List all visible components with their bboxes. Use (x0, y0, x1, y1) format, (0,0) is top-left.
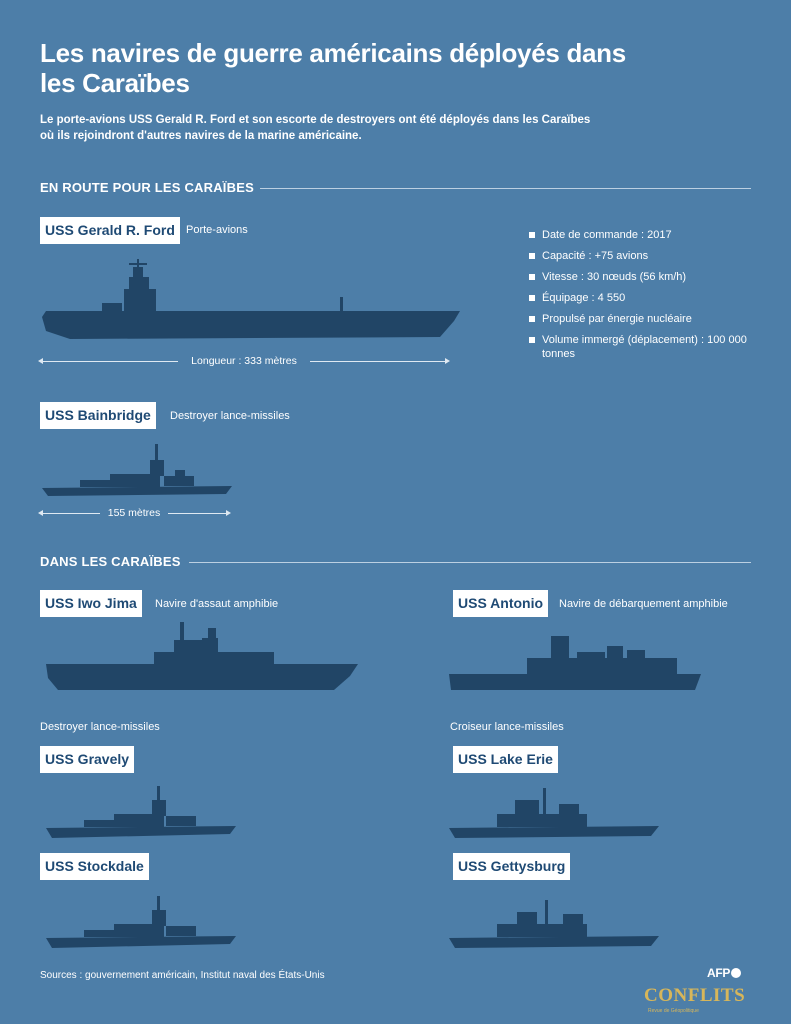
amphibious-transport-silhouette-icon (447, 632, 705, 694)
conflits-tagline: Revue de Géopolitique (648, 1008, 699, 1014)
ship-name-gravely: USS Gravely (40, 746, 134, 773)
group-label-destroyers: Destroyer lance-missiles (40, 721, 160, 733)
measure-arrow-right-icon (226, 510, 231, 516)
afp-logo (707, 966, 741, 980)
ship-type-bainbridge: Destroyer lance-missiles (170, 410, 290, 422)
ship-name-stockdale: USS Stockdale (40, 853, 149, 880)
amphibious-assault-silhouette-icon (44, 618, 364, 694)
ship-name-bainbridge: USS Bainbridge (40, 402, 156, 429)
measure-line (310, 361, 446, 362)
section-divider (260, 188, 751, 189)
conflits-logo: CONFLITS (644, 985, 746, 1006)
ship-name-lake-erie: USS Lake Erie (453, 746, 558, 773)
spec-item: Capacité : +75 avions (529, 249, 759, 263)
ship-type-iwo-jima: Navire d'assaut amphibie (155, 598, 279, 610)
destroyer-silhouette-icon (40, 440, 235, 500)
measure-arrow-right-icon (445, 358, 450, 364)
page-subtitle: Le porte-avions USS Gerald R. Ford et son escorte de destroyers ont été déployés dans les Caraïbes où ils rejoindront d'autres navires de la marine américaine. (40, 114, 591, 142)
destroyer-silhouette-icon (44, 894, 239, 952)
measure-line (168, 513, 226, 514)
ship-name-antonio: USS Antonio (453, 590, 548, 617)
sources-note: Sources : gouvernement américain, Institut naval des États-Unis (40, 970, 325, 981)
section-divider (189, 562, 751, 563)
destroyer-silhouette-icon (44, 784, 239, 842)
cruiser-silhouette-icon (447, 784, 662, 842)
spec-item: Vitesse : 30 nœuds (56 km/h) (529, 270, 759, 284)
cruiser-silhouette-icon (447, 894, 662, 952)
ship-name-gettysburg: USS Gettysburg (453, 853, 570, 880)
length-label-bainbridge: 155 mètres (107, 507, 161, 519)
measure-line (42, 513, 100, 514)
length-label-gerald-ford: Longueur : 333 mètres (191, 355, 297, 367)
ship-type-antonio: Navire de débarquement amphibie (559, 598, 728, 610)
ship-type-gerald-ford: Porte-avions (186, 224, 248, 236)
afp-logo-text: AFP (707, 966, 731, 980)
section-heading-caribbean: DANS LES CARAÏBES (40, 554, 181, 569)
ford-specs-list (529, 228, 759, 368)
spec-item: Équipage : 4 550 (529, 291, 759, 305)
page-title: Les navires de guerre américains déployés dans les Caraïbes (40, 38, 626, 98)
afp-logo-dot-icon (731, 968, 741, 978)
section-heading-en-route: EN ROUTE POUR LES CARAÏBES (40, 180, 254, 195)
ship-name-iwo-jima: USS Iwo Jima (40, 590, 142, 617)
carrier-silhouette-icon (40, 255, 465, 345)
measure-line (42, 361, 178, 362)
spec-item: Volume immergé (déplacement) : 100 000 tonnes (529, 333, 759, 361)
group-label-cruisers: Croiseur lance-missiles (450, 721, 564, 733)
ship-name-gerald-ford: USS Gerald R. Ford (40, 217, 180, 244)
spec-item: Date de commande : 2017 (529, 228, 759, 242)
spec-item: Propulsé par énergie nucléaire (529, 312, 759, 326)
